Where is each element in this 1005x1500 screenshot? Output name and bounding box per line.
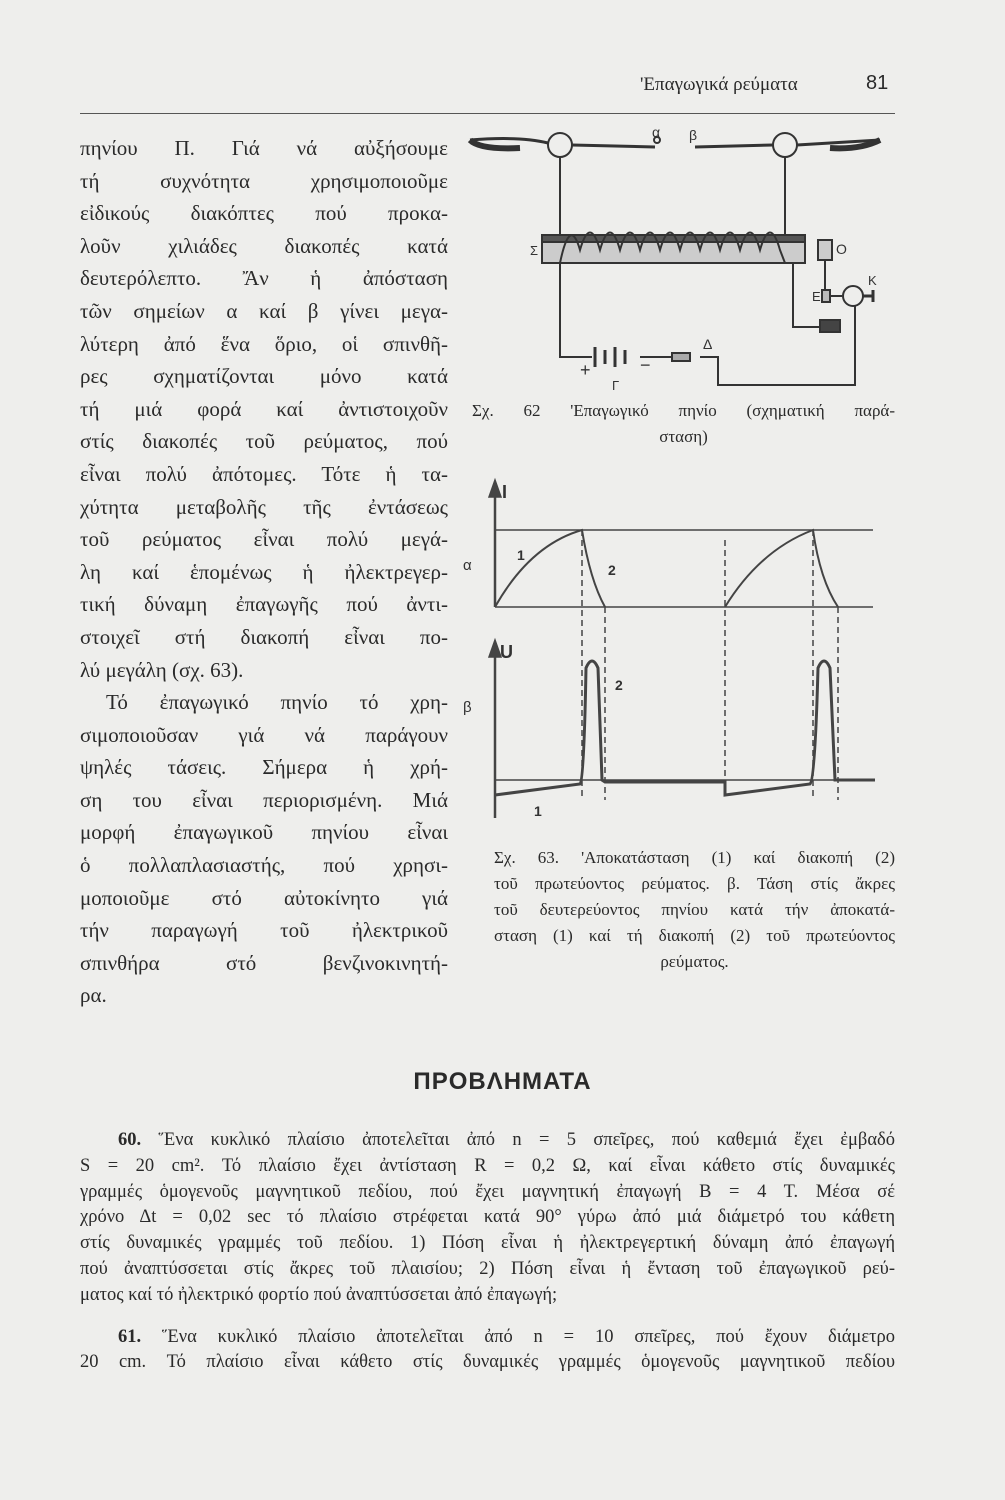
problem-60-line: ματος καί τό ἠλεκτρικό φορτίο πού ἀναπτύσσεται ἀπό ἐπαγωγή;: [80, 1284, 558, 1305]
label-sigma: Σ: [530, 243, 539, 258]
problem-number: 60.: [118, 1130, 142, 1150]
body-text-line: ση του εἶναι περιορισμένη. Μιά: [80, 787, 448, 812]
figure-63-caption: [494, 845, 895, 975]
body-text-line: τική δύναμη ἐπαγωγῆς πού ἀντι-: [80, 592, 448, 617]
body-text-line: σιμοποιοῦσαν γιά νά παράγουν: [80, 722, 448, 747]
label-alpha: α: [463, 557, 472, 574]
label-2-current: 2: [608, 562, 616, 578]
problem-60-line: γραμμές ὁμογενοῦς μαγνητικοῦ πεδίου, πού ἔχει μαγνητική ἐπαγωγή B = 4 T. Μέσα σέ: [80, 1181, 895, 1202]
page-number: 81: [866, 72, 889, 94]
body-text-line: τήν παραγωγή τοῦ ἠλεκτρικοῦ: [80, 918, 448, 943]
caption-line: Σχ. 63. 'Αποκατάσταση (1) καί διακοπή (2): [494, 848, 895, 867]
body-text-line: λύ μεγάλη (σχ. 63).: [80, 657, 244, 682]
label-k: Κ: [868, 273, 877, 288]
label-beta: β: [689, 127, 698, 143]
label-1-voltage: 1: [534, 803, 542, 819]
figure-63-current-voltage-graph: [0, 460, 1005, 840]
caption-line: τοῦ πρωτεύοντος ρεύματος. β. Τάση στίς ἄκρες: [494, 874, 895, 893]
problem-number: 61.: [118, 1326, 142, 1347]
body-text-line: λη καί ἑπομένως ἡ ἠλεκτρεγερ-: [80, 559, 448, 584]
problem-text: Ἕνα κυκλικό πλαίσιο ἀποτελεῖται ἀπό n = 5 σπεῖρες, πού καθεμιά ἔχει ἐμβαδό: [158, 1130, 896, 1150]
problem-60-line: χρόνο Δt = 0,02 sec τό πλαίσιο στρέφεται κατά 90° γύρω ἀπό μιά διάμετρό του κάθετη: [80, 1207, 895, 1228]
body-text-line: τοῦ ρεύματος εἶναι πολύ μεγά-: [80, 527, 448, 552]
problem-60-line: πού ἀναπτύσσεται στίς ἄκρες τοῦ πλαισίου; 2) Πόση εἶναι ἡ ἔνταση τοῦ ἐπαγωγικοῦ ρεύ-: [80, 1258, 895, 1279]
body-text-line: πηνίου Π. Γιά νά αὐξήσουμε: [80, 136, 448, 160]
body-text-line: τῶν σημείων α καί β γίνει μεγα-: [80, 298, 448, 323]
problem-text: Ἕνα κυκλικό πλαίσιο ἀποτελεῖται ἀπό n = 10 σπεῖρες, πού ἔχουν διάμετρο: [162, 1326, 896, 1347]
caption-line: σταση (1) καί τή διακοπή (2) τοῦ πρωτεύοντος: [494, 926, 895, 945]
body-text-line: εἰδικούς διακόπτες πού προκα-: [80, 201, 448, 226]
body-text-line: τή συχνότητα χρησιμοποιοῦμε: [80, 168, 448, 193]
problem-61-line: [80, 1325, 895, 1351]
body-text-line: στίς διακοπές τοῦ ρεύματος, πού: [80, 429, 448, 454]
problems-list: [80, 1128, 895, 1376]
axis-label-i: I: [502, 482, 508, 502]
caption-line: σταση): [659, 427, 708, 446]
label-1-current: 1: [517, 547, 525, 563]
caption-line: τοῦ δευτερεύοντος πηνίου κατά τήν ἀποκατά-: [494, 900, 895, 919]
body-text-line: τή μιά φορά καί ἀντιστοιχοῦν: [80, 396, 448, 421]
problems-heading: ΠΡΟΒΛΗΜΑΤΑ: [413, 1068, 592, 1095]
problem-61-line: 20 cm. Τό πλαίσιο εἶναι κάθετο στίς δυναμικές γραμμές ὁμογενοῦς μαγνητικοῦ πεδίου: [80, 1352, 895, 1373]
figure-62-induction-coil: [0, 0, 1005, 395]
body-text-line: λοῦν χιλιάδες διακοπές κατά: [80, 233, 448, 258]
body-text-line: μοποιοῦμε στό αὐτοκίνητο γιά: [80, 885, 448, 910]
running-header-title: 'Επαγωγικά ρεύματα: [640, 74, 798, 95]
body-text-line: δευτερόλεπτο. Ἄν ἡ ἀπόσταση: [80, 266, 448, 291]
label-alpha: α: [652, 124, 661, 140]
body-text-line: ψηλές τάσεις. Σήμερα ἡ χρή-: [80, 755, 448, 780]
body-text-line: μορφή ἐπαγωγικοῦ πηνίου εἶναι: [80, 820, 448, 845]
label-delta: Δ: [703, 336, 713, 352]
label-plus: +: [580, 360, 591, 380]
label-e: Ε: [812, 289, 821, 304]
figure-62-caption: [472, 398, 895, 450]
body-text-line: ρα.: [80, 983, 107, 1008]
body-text-line: εἶναι πολύ ἀπότομες. Τότε ἡ τα-: [80, 461, 448, 486]
body-text-line: ὁ πολλαπλασιαστής, πού χρησι-: [80, 853, 448, 878]
problem-60-line: S = 20 cm². Τό πλαίσιο ἔχει ἀντίσταση R = 0,2 Ω, καί εἶναι κάθετο στίς δυναμικές: [80, 1155, 895, 1176]
body-text-line: λύτερη ἀπό ἕνα ὅριο, οἱ σπινθῆ-: [80, 331, 448, 356]
caption-line: Σχ. 62 'Επαγωγικό πηνίο (σχηματική παρά-: [472, 401, 895, 420]
body-text-line: Τό ἐπαγωγικό πηνίο τό χρη-: [106, 690, 448, 715]
label-beta: β: [463, 699, 472, 716]
label-2-voltage: 2: [615, 677, 623, 693]
body-text-line: σπινθήρα στό βενζινοκινητή-: [80, 950, 448, 975]
problem-60-line: στίς δυναμικές γραμμές τοῦ πεδίου. 1) Πόση εἶναι ἡ ἠλεκτρεγερτική δύναμη ἀπό ἐπαγωγή: [80, 1233, 895, 1254]
caption-line: ρεύματος.: [660, 952, 729, 971]
label-gamma: Γ: [612, 378, 620, 393]
label-o: Ο: [836, 241, 847, 257]
body-text-line: ρες σχηματίζονται μόνο κατά: [80, 364, 448, 389]
axis-label-u: U: [500, 642, 513, 662]
body-text-line: χύτητα μεταβολῆς τῆς ἐντάσεως: [80, 494, 448, 519]
problem-60-line: [80, 1128, 895, 1154]
label-minus: −: [640, 355, 651, 375]
body-text-line: στοιχεῖ στή διακοπή εἶναι πο-: [80, 624, 448, 649]
